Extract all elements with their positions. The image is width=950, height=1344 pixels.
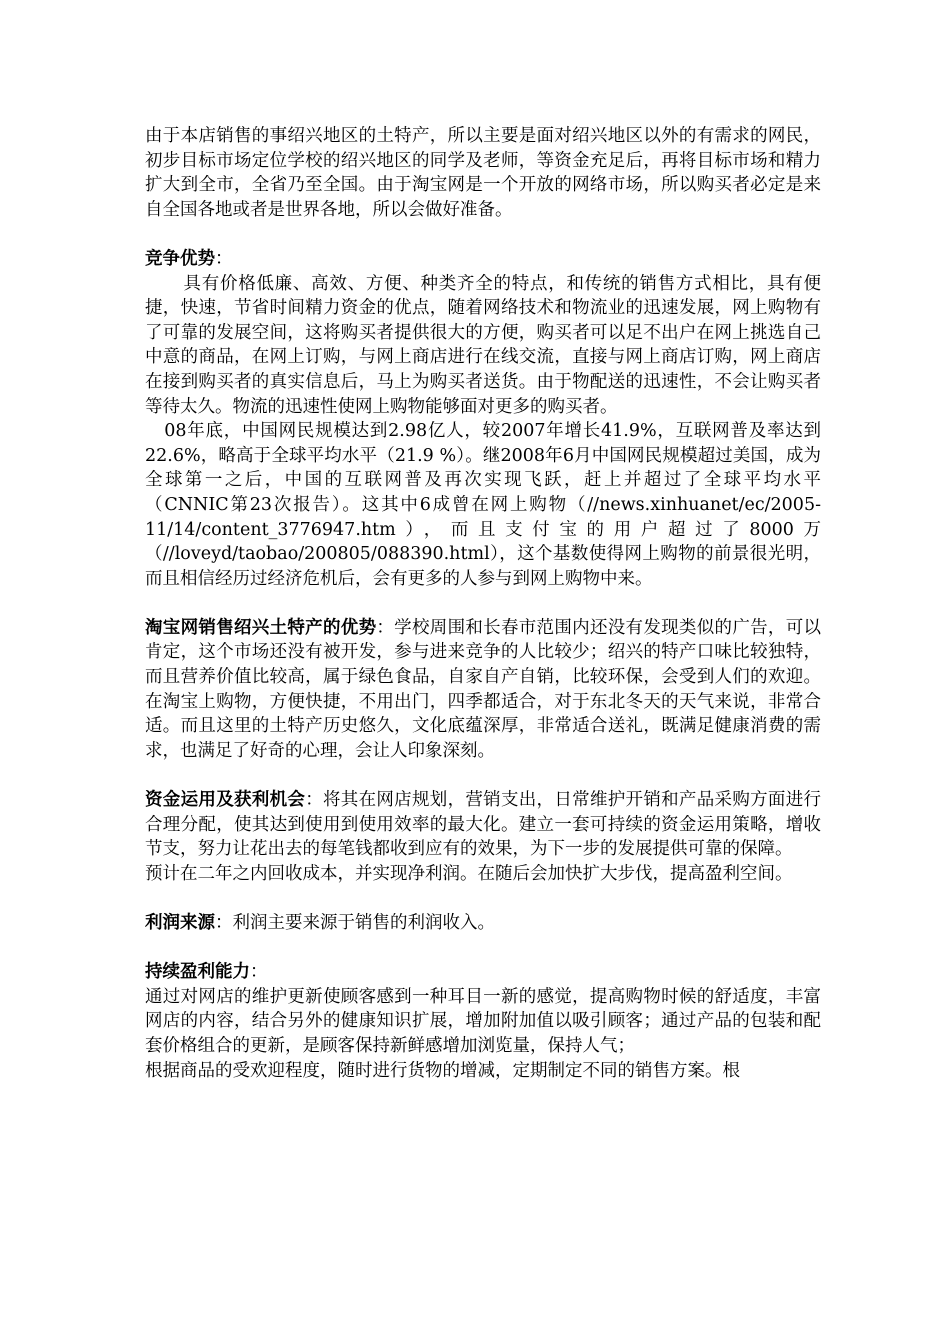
taobao-advantage-heading: 淘宝网销售绍兴土特产的优势 xyxy=(145,617,377,638)
sustain-heading-line xyxy=(145,960,821,985)
sustain-paragraph-1: 通过对网店的维护更新使顾客感到一种耳目一新的感觉，提高购物时候的舒适度，丰富网店的内容，结合另外的健康知识扩展，增加附加值以吸引顾客；通过产品的包装和配套价格组合的更新，是顾客保持新鲜感增加浏览量，保持人气； xyxy=(145,986,821,1056)
taobao-advantage-paragraph xyxy=(145,616,821,764)
sustain-paragraph-2: 根据商品的受欢迎程度，随时进行货物的增减，定期制定不同的销售方案。根 xyxy=(145,1060,740,1081)
competition-paragraph-2: 08年底，中国网民规模达到2.98亿人，较2007年增长41.9%，互联网普及率达到22.6%，略高于全球平均水平（21.9 %）。继2008年6月中国网民规模超过美国，成为全球第一之后，中国的互联网普及再次实现飞跃，赶上并超过了全球平均水平（CNNIC第23次报告）。这其中6成曾在网上购物（//news.xinhuanet/ec/2005-11/14/content_3776947.htm），而且支付宝的用户超过了8000万（//loveyd/taobao/200805/088390.html），这个基数使得网上购物的前景很光明，而且相信经历过经济危机后，会有更多的人参与到网上购物中来。 xyxy=(145,421,821,589)
profit-paragraph xyxy=(145,911,821,936)
competition-heading: 竞争优势 xyxy=(145,248,215,269)
profit-body: ：利润主要来源于销售的利润收入。 xyxy=(215,913,495,933)
capital-paragraph xyxy=(145,788,821,862)
sustain-heading-colon: ： xyxy=(250,962,268,983)
spacer xyxy=(145,591,821,616)
competition-heading-colon: ： xyxy=(215,248,233,269)
document-page xyxy=(145,124,821,1083)
competition-heading-line xyxy=(145,247,821,272)
spacer xyxy=(145,886,821,911)
intro-paragraph: 由于本店销售的事绍兴地区的土特产，所以主要是面对绍兴地区以外的有需求的网民，初步目标市场定位学校的绍兴地区的同学及老师，等资金充足后，再将目标市场和精力扩大到全市，全省乃至全国。由于淘宝网是一个开放的网络市场，所以购买者必定是来自全国各地或者是世界各地，所以会做好准备。 xyxy=(145,126,821,220)
spacer xyxy=(145,763,821,788)
capital-paragraph-2: 预计在二年之内回收成本，并实现净利润。在随后会加快扩大步伐，提高盈利空间。 xyxy=(145,863,793,884)
capital-body: ：将其在网店规划，营销支出，日常维护开销和产品采购方面进行合理分配，使其达到使用到使用效率的最大化。建立一套可持续的资金运用策略，增收节支，努力让花出去的每笔钱都收到应有的效果，为下一步的发展提供可靠的保障。 xyxy=(145,790,822,860)
taobao-advantage-body: ：学校周围和长春市范围内还没有发现类似的广告，可以肯定，这个市场还没有被开发，参与进来竞争的人比较少；绍兴的特产口味比较独特，而且营养价值比较高，属于绿色食品，自家自产自销，比较环保，会受到人们的欢迎。在淘宝上购物，方便快捷，不用出门，四季都适合，对于东北冬天的天气来说，非常合适。而且这里的土特产历史悠久，文化底蕴深厚，非常适合送礼，既满足健康消费的需求，也满足了好奇的心理，会让人印象深刻。 xyxy=(145,617,822,761)
competition-paragraph-1: 具有价格低廉、高效、方便、种类齐全的特点，和传统的销售方式相比，具有便捷，快速，节省时间精力资金的优点，随着网络技术和物流业的迅速发展，网上购物有了可靠的发展空间，这将购买者提供很大的方便，购买者可以足不出户在网上挑选自己中意的商品，在网上订购，与网上商店进行在线交流，直接与网上商店订购，网上商店在接到购买者的真实信息后，马上为购买者送货。由于物配送的迅速性，不会让购买者等待太久。物流的迅速性使网上购物能够面对更多的购买者。 xyxy=(145,273,821,417)
profit-heading: 利润来源 xyxy=(145,913,215,933)
spacer xyxy=(145,222,821,247)
sustain-heading: 持续盈利能力 xyxy=(145,962,250,983)
spacer xyxy=(145,936,821,961)
capital-heading: 资金运用及获利机会 xyxy=(145,790,306,811)
